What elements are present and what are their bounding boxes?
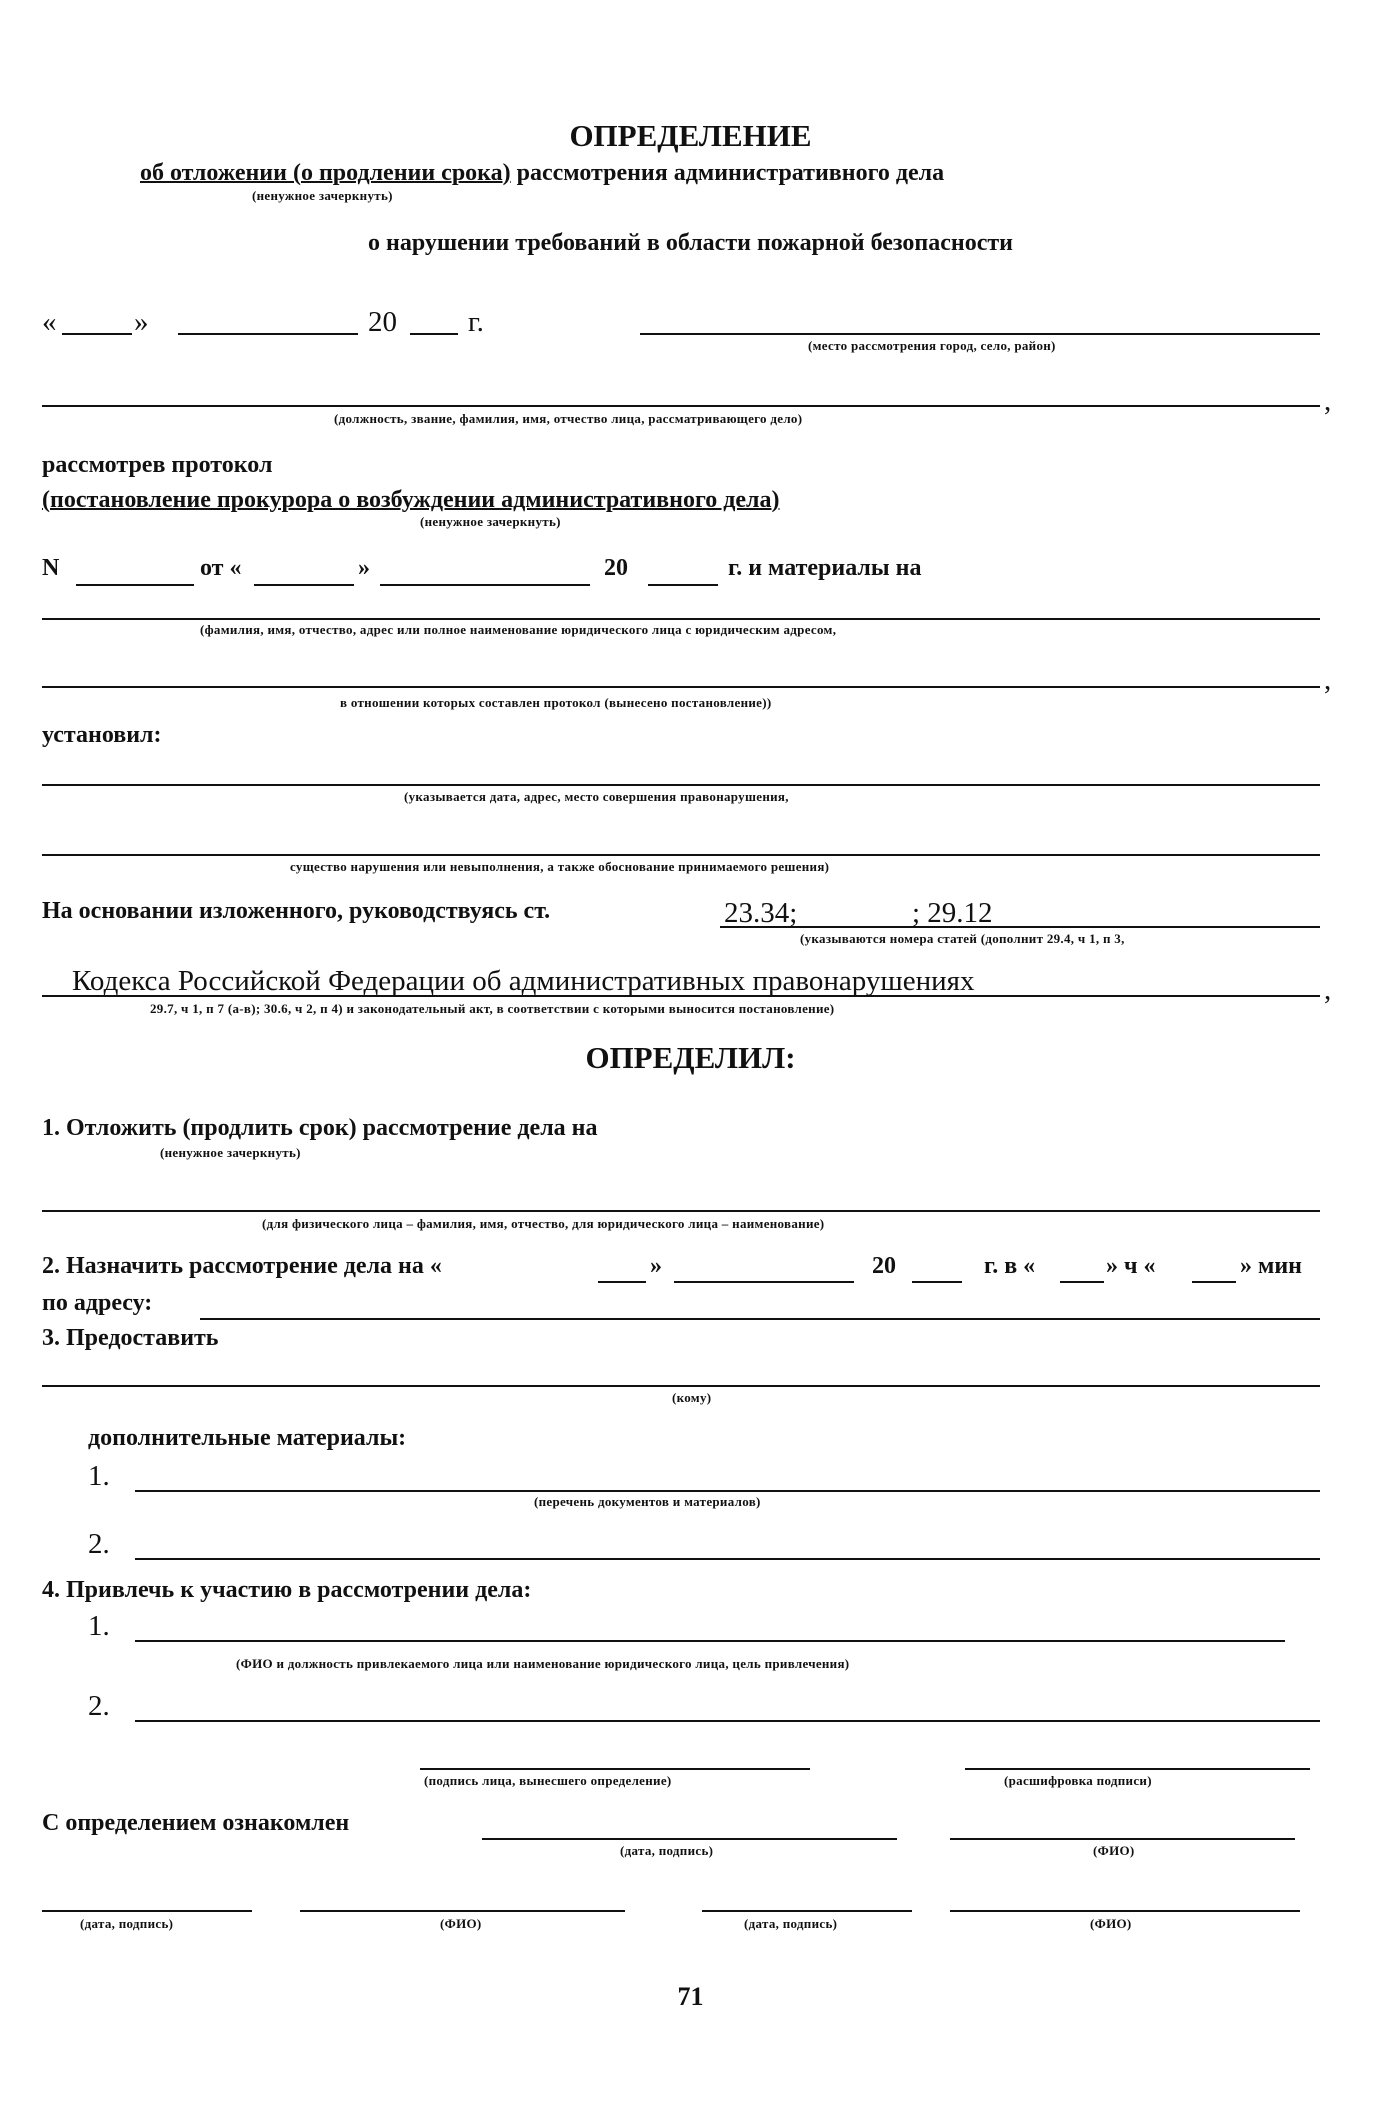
- article-2: ; 29.12: [912, 897, 993, 929]
- place-field[interactable]: [640, 333, 1320, 335]
- protocol-number-field[interactable]: [76, 584, 194, 586]
- header-line1: [140, 160, 944, 187]
- official-field[interactable]: [42, 405, 1320, 407]
- acquainted-fio-hint: (ФИО): [1093, 1843, 1135, 1858]
- day-field[interactable]: [62, 333, 132, 335]
- acquainted-date-sign-hint: (дата, подпись): [620, 1843, 714, 1858]
- acquainted-date-sign-field[interactable]: [482, 1838, 897, 1840]
- item2-address-label: по адресу:: [42, 1290, 153, 1316]
- protocol-year: 20: [604, 555, 628, 581]
- fio-hint-2: (ФИО): [1090, 1916, 1132, 1931]
- resolution-option: (постановление прокурора о возбуждении административного дела): [42, 487, 780, 513]
- item2-year-field[interactable]: [912, 1281, 962, 1283]
- established-hint-1: (указывается дата, адрес, место совершения правонарушения,: [404, 789, 789, 804]
- established-hint-2: существо нарушения или невыполнения, а также обоснование принимаемого решения): [290, 859, 830, 874]
- item1-hint: (для физического лица – фамилия, имя, отчество, для юридического лица – наименование): [262, 1216, 825, 1231]
- year-field[interactable]: [410, 333, 458, 335]
- protocol-n-label: N: [42, 555, 60, 581]
- item3-number-2: 2.: [88, 1528, 110, 1560]
- item2-minutes-field[interactable]: [1192, 1281, 1236, 1283]
- place-hint: (место рассмотрения город, село, район): [808, 338, 1056, 353]
- protocol-day-field[interactable]: [254, 584, 354, 586]
- item2-year: 20: [872, 1253, 896, 1279]
- item1-note: (ненужное зачеркнуть): [160, 1145, 301, 1160]
- header-line1-rest: рассмотрения административного дела: [510, 160, 945, 186]
- protocol-close-quote: »: [358, 555, 370, 581]
- page-title: ОПРЕДЕЛЕНИЕ: [569, 118, 812, 153]
- basis-hint-b: 29.7, ч 1, п 7 (а-в); 30.6, ч 2, п 4) и законодательный акт, в соответствии с которыми выносится постановление): [150, 1001, 835, 1016]
- date-close-quote: »: [134, 306, 149, 338]
- date-open-quote: «: [42, 306, 57, 338]
- person-comma: ,: [1324, 664, 1332, 696]
- item2-close-quote: »: [650, 1253, 662, 1279]
- note-cross-out-2: (ненужное зачеркнуть): [420, 514, 561, 529]
- fio-field-2[interactable]: [950, 1910, 1300, 1912]
- official-comma: ,: [1324, 385, 1332, 417]
- note-cross-out: (ненужное зачеркнуть): [252, 188, 393, 203]
- month-field[interactable]: [178, 333, 358, 335]
- signer-decode-field[interactable]: [965, 1768, 1310, 1770]
- item4-number-2: 2.: [88, 1690, 110, 1722]
- article-1: 23.34;: [724, 897, 798, 929]
- page-number: 71: [677, 1982, 704, 2011]
- established-field-2[interactable]: [42, 854, 1320, 856]
- date-sign-hint-1: (дата, подпись): [80, 1916, 174, 1931]
- date-sign-field-2[interactable]: [702, 1910, 912, 1912]
- item2-hours-label: » ч «: [1106, 1253, 1156, 1279]
- item3-text: 3. Предоставить: [42, 1325, 219, 1351]
- item4-person-field-1[interactable]: [135, 1640, 1285, 1642]
- item2-at: г. в «: [984, 1253, 1036, 1279]
- acquainted-fio-field[interactable]: [950, 1838, 1295, 1840]
- item3-number-1: 1.: [88, 1460, 110, 1492]
- acquainted-label: С определением ознакомлен: [42, 1810, 350, 1836]
- item2-address-field[interactable]: [200, 1318, 1320, 1320]
- protocol-year-field[interactable]: [648, 584, 718, 586]
- item2-minutes-label: » мин: [1240, 1253, 1303, 1279]
- code-comma: ,: [1324, 974, 1332, 1006]
- articles-field[interactable]: [720, 926, 1320, 928]
- date-year: 20: [368, 306, 397, 338]
- date-sign-field-1[interactable]: [42, 1910, 252, 1912]
- date-year-suffix: г.: [468, 306, 484, 338]
- item4-text: 4. Привлечь к участию в рассмотрении дела:: [42, 1577, 532, 1603]
- item2-text: 2. Назначить рассмотрение дела на «: [42, 1253, 442, 1279]
- person-field-1[interactable]: [42, 618, 1320, 620]
- item3-material-field-2[interactable]: [135, 1558, 1320, 1560]
- decode-hint: (расшифровка подписи): [1004, 1773, 1152, 1788]
- protocol-suffix: г. и материалы на: [728, 555, 922, 581]
- item3-materials-label: дополнительные материалы:: [88, 1425, 407, 1451]
- basis-hint-a: (указываются номера статей (дополнит 29.4, ч 1, п 3,: [800, 931, 1125, 946]
- item3-hint: (перечень документов и материалов): [534, 1494, 761, 1509]
- item1-text: 1. Отложить (продлить срок) рассмотрение дела на: [42, 1115, 598, 1141]
- person-hint-1: (фамилия, имя, отчество, адрес или полное наименование юридического лица с юридическим адресом,: [200, 622, 837, 637]
- reviewed-label: рассмотрев протокол: [42, 452, 273, 478]
- person-field-2[interactable]: [42, 686, 1320, 688]
- decided-heading: ОПРЕДЕЛИЛ:: [585, 1040, 796, 1075]
- person-hint-2: в отношении которых составлен протокол (вынесено постановление)): [340, 695, 772, 710]
- code-name: Кодекса Российской Федерации об административных правонарушениях: [72, 965, 975, 997]
- item1-field[interactable]: [42, 1210, 1320, 1212]
- item2-month-field[interactable]: [674, 1281, 854, 1283]
- header-crossed-option: об отложении (о продлении срока): [140, 160, 511, 186]
- item3-material-field-1[interactable]: [135, 1490, 1320, 1492]
- item3-whom-hint: (кому): [672, 1390, 712, 1405]
- date-sign-hint-2: (дата, подпись): [744, 1916, 838, 1931]
- fio-hint-1: (ФИО): [440, 1916, 482, 1931]
- fio-field-1[interactable]: [300, 1910, 625, 1912]
- basis-text: На основании изложенного, руководствуясь ст.: [42, 898, 551, 924]
- item3-whom-field[interactable]: [42, 1385, 1320, 1387]
- protocol-month-field[interactable]: [380, 584, 590, 586]
- protocol-from-label: от «: [200, 555, 242, 581]
- item4-hint: (ФИО и должность привлекаемого лица или наименование юридического лица, цель привлечения): [236, 1656, 850, 1671]
- signer-hint: (подпись лица, вынесшего определение): [424, 1773, 672, 1788]
- item4-person-field-2[interactable]: [135, 1720, 1320, 1722]
- item2-day-field[interactable]: [598, 1281, 646, 1283]
- established-label: установил:: [42, 722, 162, 748]
- signer-signature-field[interactable]: [420, 1768, 810, 1770]
- item2-hours-field[interactable]: [1060, 1281, 1104, 1283]
- item4-number-1: 1.: [88, 1610, 110, 1642]
- established-field-1[interactable]: [42, 784, 1320, 786]
- official-hint: (должность, звание, фамилия, имя, отчество лица, рассматривающего дело): [334, 411, 803, 426]
- header-line2: о нарушении требований в области пожарной безопасности: [367, 230, 1014, 256]
